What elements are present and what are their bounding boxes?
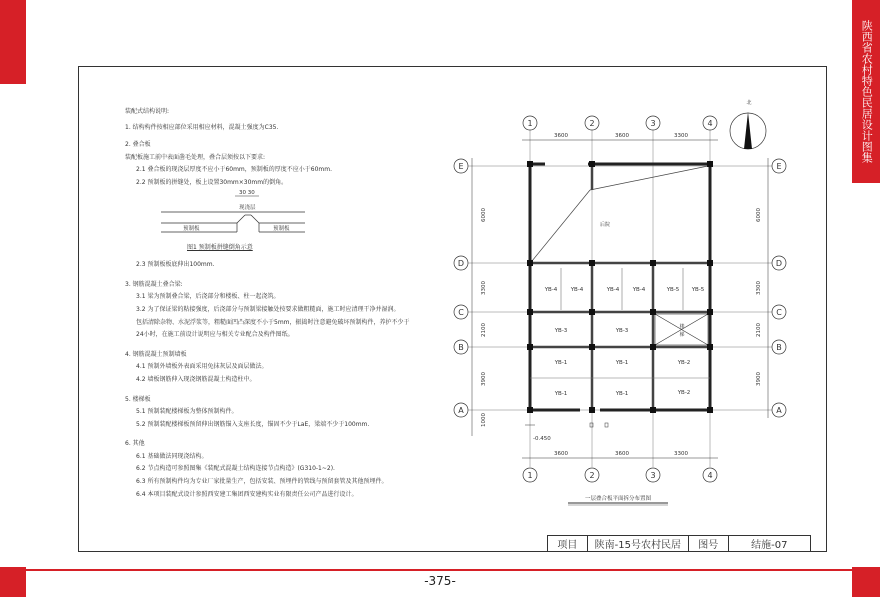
stair-label: 梯 <box>679 332 685 338</box>
note-line: 包括清除杂物、水泥浮浆等，粗糙面凹凸深度不小于5mm，振捣时注意避免破坏预制构件，养护不少于 <box>136 318 410 326</box>
slab-label: YB-1 <box>615 360 629 366</box>
note-line: 5.2 预制装配楼梯板预留伸出钢筋锚入支座长度，锚固不少于LaE，梁端不少于100mm. <box>136 420 370 428</box>
stair-label: 楼 <box>679 324 685 330</box>
slab-label: YB-3 <box>615 328 629 334</box>
axis-label: A <box>776 406 782 415</box>
note-line: 2.3 预制板板底伸出100mm. <box>136 261 215 269</box>
title-block <box>547 535 811 552</box>
slab-label: YB-2 <box>677 390 691 396</box>
axis-label: D <box>775 259 783 268</box>
axis-label: D <box>457 259 465 268</box>
note-section: 3. 钢筋混凝土叠合梁: <box>125 280 183 288</box>
fig-dim: 30 30 <box>239 189 255 196</box>
axis-label: 2 <box>589 471 595 480</box>
note-line: 1. 结构构件按相应部位采用相应材料，混凝土强度为C35. <box>125 123 279 131</box>
elevation-label: -0.450 <box>533 436 551 442</box>
slab-label: YB-4 <box>632 287 646 293</box>
slab-label: YB-5 <box>691 287 705 293</box>
dimension: 1000 <box>481 413 487 427</box>
note-section: 2. 叠合板 <box>125 141 151 149</box>
note-section: 5. 楼梯板 <box>125 395 151 403</box>
drawing-no-value: 结施-07 <box>751 540 788 551</box>
note-line: 2.2 预制板的拼缝处，板上设置30mm×30mm的倒角。 <box>136 178 288 186</box>
slab-label: YB-2 <box>677 360 691 366</box>
note-line: 6.4 本项目装配式设计参照西安建工集团西安建构实业有限责任公司产品进行设计。 <box>136 490 358 498</box>
axis-label: E <box>776 162 782 171</box>
note-line: 3.1 梁为预制叠合梁，后浇部分和楼板、柱一起浇筑。 <box>136 293 280 301</box>
note-line: 6.1 基础做法同现浇结构。 <box>136 452 208 460</box>
dimension: 3300 <box>481 281 487 295</box>
slab-label: YB-4 <box>606 287 620 293</box>
drawing-no-label: 图号 <box>689 536 729 551</box>
dimension: 3300 <box>674 133 688 139</box>
note-section: 6. 其他 <box>125 440 145 448</box>
axis-label: 1 <box>527 119 533 128</box>
axis-label: A <box>458 406 464 415</box>
plan-caption: 一层叠合板平面拆分布置图 <box>584 496 652 502</box>
north-label: 北 <box>746 100 752 106</box>
dimension: 3600 <box>554 451 568 457</box>
dimension: 3300 <box>674 451 688 457</box>
room-label: 后院 <box>600 222 611 228</box>
axis-label: C <box>776 308 782 317</box>
axis-label: 4 <box>707 119 713 128</box>
fig-left-label: 预制板 <box>183 225 200 232</box>
axis-label: 2 <box>589 119 595 128</box>
notes-heading: 装配式结构说明: <box>125 108 170 115</box>
note-line: 3.2 为了保证梁的粘接强度，后浇部分与预制梁接触处按要求做粗糙面，施工时应清理干净并湿润。 <box>136 305 400 313</box>
axis-label: 4 <box>707 471 713 480</box>
dimension: 6000 <box>756 208 762 222</box>
dimension: 3300 <box>756 281 762 295</box>
slab-label: YB-4 <box>544 287 558 293</box>
dimension: 3900 <box>756 372 762 386</box>
axis-label: C <box>458 308 464 317</box>
fig-right-label: 预制板 <box>273 225 290 232</box>
slab-label: YB-3 <box>554 328 568 334</box>
axis-label: B <box>776 343 782 352</box>
slab-label: YB-5 <box>666 287 680 293</box>
project-value: 陕南-15号农村民居 <box>588 536 689 551</box>
axis-label: 1 <box>527 471 533 480</box>
project-label: 项目 <box>548 536 588 551</box>
slab-label: YB-1 <box>554 360 568 366</box>
slab-label: YB-1 <box>615 391 629 397</box>
dimension: 2100 <box>756 323 762 337</box>
fig-mid-label: 现浇层 <box>239 204 256 211</box>
axis-label: B <box>458 343 464 352</box>
note-line: 2.1 叠合板的现浇层厚度不应小于60mm，预制板的厚度不应小于60mm. <box>136 166 333 174</box>
note-section: 4. 钢筋混凝土预制墙板 <box>125 350 187 358</box>
side-title: 陕西省农村特色民居设计图集 <box>860 20 874 163</box>
north-pointer-icon <box>744 112 752 149</box>
axis-label: 3 <box>650 119 656 128</box>
dimension: 6000 <box>481 208 487 222</box>
note-line: 4.1 预制外墙板外表面采用免抹灰层及面层做法。 <box>136 363 268 371</box>
dimension: 3600 <box>554 133 568 139</box>
dimension: 3600 <box>615 451 629 457</box>
axis-label: E <box>458 162 464 171</box>
slab-label: YB-4 <box>570 287 584 293</box>
note-line: 6.2 节点构造可参照图集《装配式混凝土结构连接节点构造》(G310-1~2). <box>136 465 335 473</box>
note-line: 6.3 所有预制构件均为专业厂家批量生产，包括安装、预埋件的管线与预留套管及其他预埋件。 <box>136 478 388 486</box>
dimension: 3600 <box>615 133 629 139</box>
slab-label: YB-1 <box>554 391 568 397</box>
note-line: 24小时，在施工前设计说明应与相关专业配合及构件图纸。 <box>136 331 294 339</box>
note-line: 5.1 预制装配楼梯板为整体预制构件。 <box>136 408 238 416</box>
note-line: 装配板施工前中表面凿毛处理，叠合层须按以下要求: <box>125 153 266 161</box>
dimension: 2100 <box>481 323 487 337</box>
note-line: 4.2 墙板钢筋伸入现浇钢筋混凝土构造柱中。 <box>136 375 256 383</box>
page-number: -375- <box>424 574 456 588</box>
figure-caption: 图1 预制板拼缝倒角示意 <box>187 243 253 251</box>
dimension: 3900 <box>481 372 487 386</box>
axis-label: 3 <box>650 471 656 480</box>
